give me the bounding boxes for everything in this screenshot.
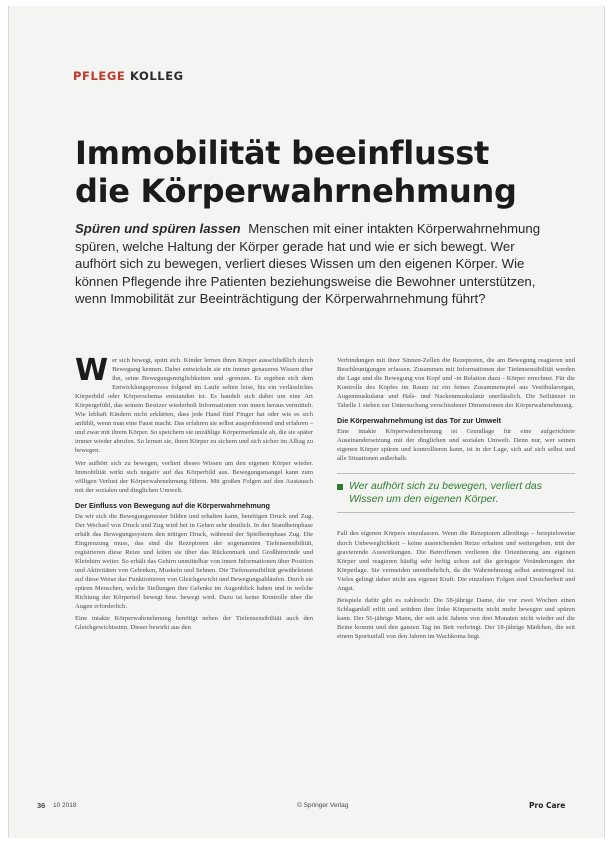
section-label <box>73 69 184 83</box>
issue-label: 10 2018 <box>53 802 77 809</box>
body-text: er sich bewegt, spürt sich. Kinder lernen ihren Körper ausschließlich durch Bewegung kennen. Dabei entwickeln sie ein immer genaueres Wissen über ihn, seine Bewegungsmöglichkeiten und -grenzen. Es ergeben sich dem Entwicklungsprozess folgend im Laufe selten leise, bis ein verlässliches Körperbild oder Körperschema entstanden ist. Es handelt sich dabei um eine Art Körpergefühl, das seinem Besitzer wiederholt Informationen von innen heraus vermittelt. Wie lebhaft Kindern nicht erklärten, dass jede Hand fünf Finger hat oder wie es sich anfühlt, wenn man eine Faust macht. Das erfahren sie selbst ausprobierend und erfahren – und zwar mit ihrem Körper. So speichern sie unzählige Körpermerkmale ab, die sie später immer wieder abrufen. So lernen sie, ihren Körper zu sichern und sich sicher im Alltag zu bewegen. <box>75 357 313 455</box>
body-paragraph <box>75 353 313 456</box>
journal-name: Pro Care <box>529 801 566 810</box>
body-paragraph: Beispiele dafür gibt es zahlreich: Die 58-jährige Dame, die vor zwei Wochen einen Schlaganfall erlitt und seitdem ihre linke Körperseite nicht mehr bewegen und spüren kann. Der 56-jährige Mann, der seit acht Jahren von drei Monaten nicht wieder auf die Beine kommt und den ganzen Tag im Bett verbringt. Der 18-jährige Mädchen, die seit einem Sportunfall von den Jahren im Wachkoma liegt. <box>337 596 575 640</box>
page-footer <box>9 801 604 813</box>
body-paragraph: Verbindungen mit ihrer Sinnen-Zellen die Rezeptoren, die am Bewegung reagieren und Beschleunigungen erfassen. Zusammen mit Informationen der Tiefensensibilität werden die Lage und die Bewegung von Kopf und -in Relation dazu - Körper errechnet. Für die Kontrolle des Kopfes im Raum ist ein feines Zusammenspiel aus Vestibularorgan, Augenmuskulatur und Hals- und Nackenmuskulatur unerlässlich. Die Seiltänzer in Tabelle 1 stehen zur Untersuchung verschiedener Dimensionen der Körperwahrnehmung. <box>337 357 575 410</box>
article-lead <box>75 220 555 308</box>
magazine-page <box>8 6 605 838</box>
lead-kicker: Spüren und spüren lassen <box>75 221 241 236</box>
pull-quote <box>337 473 575 513</box>
title-line-1: Immobilität beeinflusst <box>75 134 489 172</box>
body-paragraph: Da wir sich die Bewegungsmuster bilden und erhalten kann, benötigen Druck und Zug. Der Wechsel von Druck und Zug wird bei in Gehen sehr deutlich. In der Standbeinphase erhält das Bewegungssystem den nötigen Druck, während der Spielbeinphase Zug. Die Eingrenzung muss, das sind die Rezeptoren der sogenannten Tiefensensibilität, registrieren diese Reize und leiten sie über das Rückenmark und Großhirnrinde und Kleinhirn weiter. So erhält das Gehirn unmittelbar von innen Informationen über Position und Aktivitäten von Gelenken, Muskeln und Sehnen. Die Tiefensensibilität gewährleistet auf diese Weise das Funktionieren von Gleichgewicht und Bewegungsabläufen. Durch sie spüren Menschen, welche Stellungen ihre Gelenke im Augenblick haben und in welche Richtung der Körperteil bewegt bzw. bewegt wird. Dazu ist keine Kontrolle über die Augen erforderlich. <box>75 512 313 611</box>
left-column <box>75 353 313 635</box>
section-label-rest: KOLLEG <box>125 69 184 83</box>
section-heading: Der Einfluss von Bewegung auf die Körperwahrnehmung <box>75 500 270 510</box>
body-paragraph: Eine intakte Körperwahrnehmung ist Grundlage für eine aufgerichtete Auseinandersetzung mit der dinglichen und sozialen Umwelt. Denn nur, wer seinen eigenen Körper spüren und kontrollieren kann, ist in der Lage, sich auf sich selbst und alle Situationen außerhalb. <box>337 428 575 463</box>
section-heading: Die Körperwahrnehmung ist das Tor zur Umwelt <box>337 416 502 426</box>
body-paragraph: Wer aufhört sich zu bewegen, verliert dieses Wissen um den eigenen Körper wieder. Immobilität wirkt sich negativ auf das Körperbild aus. Bewegungsmangel kann zum völligen Verlust der Körperwahrnehmung führen. Mit großen Folgen auf den Austausch mit der sozialen und dinglichen Umwelt. <box>75 459 313 494</box>
pull-quote-text: Wer aufhört sich zu bewegen, verliert das Wissen um den eigenen Körper. <box>349 480 542 506</box>
square-bullet-icon <box>337 484 343 490</box>
publisher-label: © Springer Verlag <box>297 802 349 809</box>
title-line-2: die Körperwahrnehmung <box>75 172 517 210</box>
section-label-accent: PFLEGE <box>73 69 126 83</box>
body-paragraph: Fall des eigenen Körpers einzulassen. Wenn die Rezeptoren allerdings – beispielsweise durch Unbeweglichkeit – keine ausreichenden Reize erhalten und weitergeben, tritt der gravierende Auswirkungen. Die Betroffenen verlieren die Orientierung am eigenen Körper und reagieren häufig sehr heftig schon auf die geringste Veränderungen der Körperlage. Sie vermeiden unentbehrlich, da die Wahrnehmung selbst anstrengend ist. Vieles gelingt daher nicht aus eigener Kraft. Die einzelnen Folgen sind Unsicherheit und Angst. <box>337 530 575 592</box>
dropcap: W <box>75 353 109 388</box>
article-title <box>75 134 555 210</box>
lead-text: Menschen mit einer intakten Körperwahrnehmung spüren, welche Haltung der Körper gerade hat und wie er sich bewegt. Wer aufhört sich zu bewegen, verliert dieses Wissen um den eigenen Körper. Wie können Pflegende ihre Patienten beziehungsweise die Bewohner unterstützen, wenn Immobilität zur Beeinträchtigung der Körperwahrnehmung führt? <box>75 221 541 307</box>
page-number: 36 <box>37 801 46 810</box>
right-column <box>337 356 575 644</box>
body-paragraph: Eine intakte Körperwahrnehmung benötigt neben der Tiefensensibilität auch den Gleichgewichtssinn. Dieser bewirkt aus den <box>75 615 313 632</box>
